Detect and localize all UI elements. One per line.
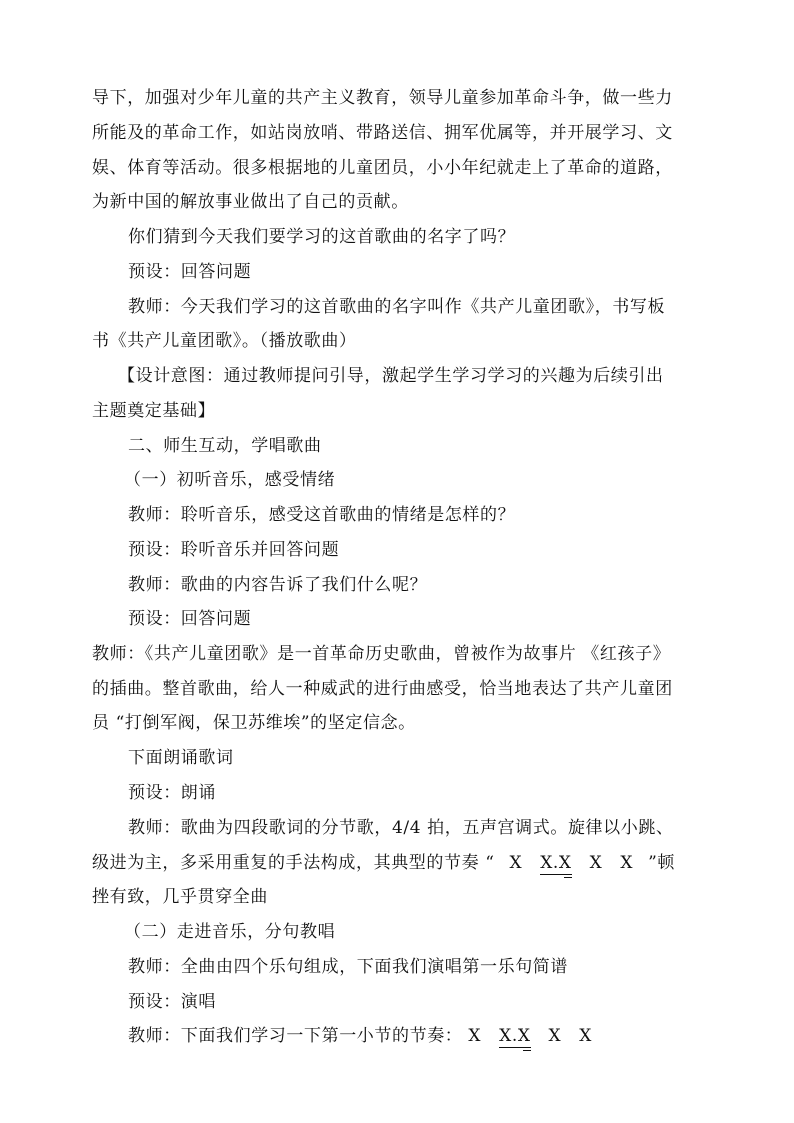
teacher-line: 教师：歌曲为四段歌词的分节歌，4/4 拍，五声宫调式。旋律以小跳、 <box>128 818 674 838</box>
question-line: 你们猜到今天我们要学习的这首歌曲的名字了吗？ <box>128 227 516 247</box>
rhythm-note-dotted: X.X <box>499 1026 531 1046</box>
paragraph-line: 娱、体育等活动。很多根据地的儿童团员，小小年纪就走上了革命的道路， <box>92 158 673 178</box>
recite-line: 下面朗诵歌词 <box>128 748 234 768</box>
paragraph-line: 挫有致，几乎贯穿全曲 <box>92 887 268 907</box>
preset-line: 预设：回答问题 <box>128 262 252 282</box>
rhythm-line <box>92 853 712 875</box>
paragraph-line: 书《共产儿童团歌》。（播放歌曲） <box>92 331 357 351</box>
paragraph-line: 为新中国的解放事业做出了自己的贡献。 <box>92 192 409 212</box>
rhythm-note-dotted: X.X <box>540 853 572 873</box>
rhythm-pattern <box>501 853 649 873</box>
teacher-line: 教师：全曲由四个乐句组成，下面我们演唱第一乐句简谱 <box>128 957 568 977</box>
rhythm-note: X <box>509 853 523 873</box>
teacher-text: 教师：下面我们学习一下第一小节的节奏： <box>128 1026 463 1046</box>
section-heading: 二、师生互动，学唱歌曲 <box>128 436 322 456</box>
paragraph-line: 的插曲。整首歌曲，给人一种威武的进行曲感受，恰当地表达了共产儿童团 <box>92 679 673 699</box>
design-intent-line: 【设计意图：通过教师提问引导，激起学生学习学习的兴趣为后续引出 <box>118 366 664 386</box>
paragraph-line: 所能及的革命工作，如站岗放哨、带路送信、拥军优属等，并开展学习、文 <box>92 123 673 143</box>
rhythm-note: X <box>468 1026 482 1046</box>
rhythm-pattern <box>468 1026 601 1046</box>
rhythm-suffix: ”顿 <box>648 853 675 873</box>
preset-line: 预设：演唱 <box>128 992 216 1012</box>
preset-line: 预设：聆听音乐并回答问题 <box>128 540 340 560</box>
rhythm-prefix: 级进为主，多采用重复的手法构成，其典型的节奏 “ <box>92 853 495 873</box>
subsection-heading: （二）走进音乐，分句教唱 <box>124 922 336 942</box>
subsection-heading: （一）初听音乐，感受情绪 <box>124 470 336 490</box>
rhythm-note: X <box>589 853 603 873</box>
teacher-line <box>128 1026 748 1048</box>
paragraph-line: 员 “打倒军阀，保卫苏维埃”的坚定信念。 <box>92 713 416 733</box>
teacher-line: 教师：歌曲的内容告诉了我们什么呢？ <box>128 575 428 595</box>
rhythm-note: X <box>548 1026 562 1046</box>
teacher-line: 教师：今天我们学习的这首歌曲的名字叫作《共产儿童团歌》，书写板 <box>128 297 666 317</box>
rhythm-note: X <box>579 1026 592 1046</box>
paragraph-line: 主题奠定基础】 <box>92 401 216 421</box>
preset-line: 预设：朗诵 <box>128 783 216 803</box>
preset-line: 预设：回答问题 <box>128 609 252 629</box>
teacher-line: 教师：聆听音乐，感受这首歌曲的情绪是怎样的？ <box>128 505 516 525</box>
teacher-line: 教师：《共产儿童团歌》是一首革命历史歌曲，曾被作为故事片 《红孩子》 <box>92 644 671 664</box>
paragraph-line: 导下，加强对少年儿童的共产主义教育，领导儿童参加革命斗争，做一些力 <box>92 88 673 108</box>
rhythm-note: X <box>620 853 634 873</box>
